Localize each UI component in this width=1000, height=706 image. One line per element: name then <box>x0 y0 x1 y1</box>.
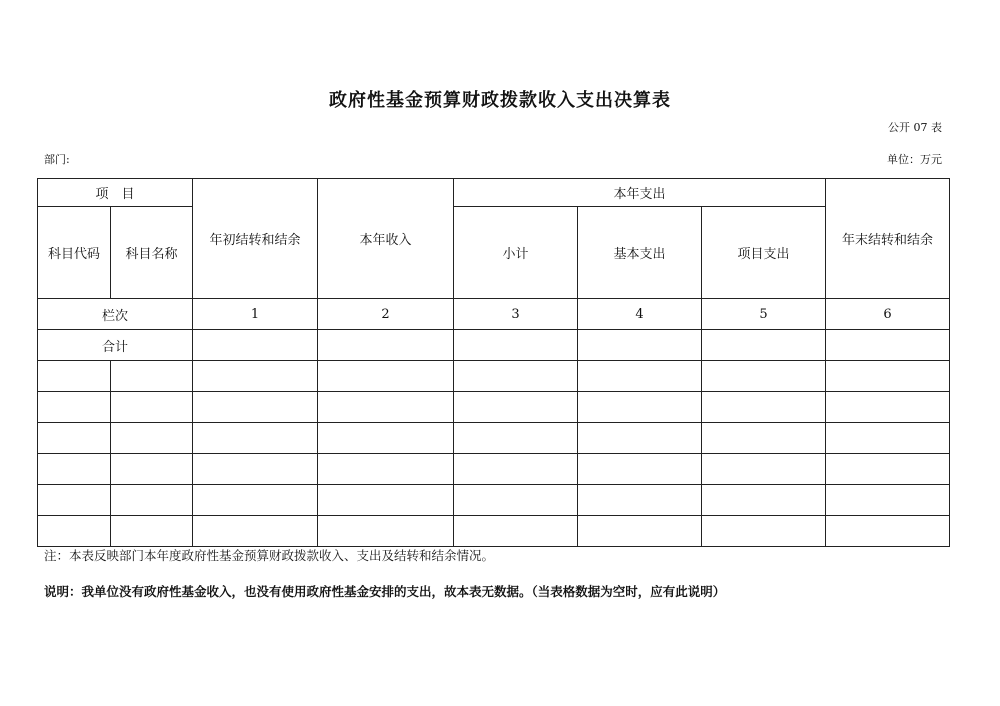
table-cell <box>578 485 702 516</box>
table-cell <box>454 516 578 547</box>
table-cell <box>38 361 111 392</box>
column-index-label: 栏次 <box>38 299 193 330</box>
page-title: 政府性基金预算财政拨款收入支出决算表 <box>329 90 671 111</box>
current-income-header: 本年收入 <box>318 179 454 299</box>
table-row <box>38 392 950 423</box>
column-index-row <box>38 299 950 330</box>
total-value-cell <box>702 330 826 361</box>
table-cell <box>318 361 454 392</box>
table-cell <box>454 392 578 423</box>
closing-balance-header: 年末结转和结余 <box>826 179 950 299</box>
column-number-2: 2 <box>318 299 454 330</box>
table-cell <box>318 392 454 423</box>
table-cell <box>111 361 193 392</box>
table-cell <box>111 516 193 547</box>
table-cell <box>454 361 578 392</box>
table-cell <box>111 423 193 454</box>
column-number-3: 3 <box>454 299 578 330</box>
table-cell <box>702 454 826 485</box>
subtotal-header: 小计 <box>454 207 578 299</box>
total-value-cell <box>318 330 454 361</box>
table-cell <box>702 361 826 392</box>
table-cell <box>193 423 318 454</box>
table-row <box>38 516 950 547</box>
table-cell <box>318 423 454 454</box>
table-cell <box>578 454 702 485</box>
table-cell <box>702 485 826 516</box>
current-expense-header: 本年支出 <box>454 179 826 207</box>
header-row-1 <box>38 179 950 207</box>
unit-label: 单位：万元 <box>887 153 942 166</box>
table-row <box>38 361 950 392</box>
total-row <box>38 330 950 361</box>
table-cell <box>578 392 702 423</box>
table-cell <box>193 392 318 423</box>
table-cell <box>826 516 950 547</box>
column-number-4: 4 <box>578 299 702 330</box>
total-value-cell <box>578 330 702 361</box>
table-cell <box>826 485 950 516</box>
table-cell <box>454 454 578 485</box>
table-row <box>38 454 950 485</box>
project-expense-header: 项目支出 <box>702 207 826 299</box>
table-cell <box>702 516 826 547</box>
table-cell <box>318 516 454 547</box>
table-cell <box>702 392 826 423</box>
no-data-statement: 说明：我单位没有政府性基金收入，也没有使用政府性基金安排的支出，故本表无数据。（当表格数据为空时，应有此说明） <box>44 584 726 599</box>
subject-name-header: 科目名称 <box>111 207 193 299</box>
total-value-cell <box>826 330 950 361</box>
item-header: 项 目 <box>38 179 193 207</box>
opening-balance-header: 年初结转和结余 <box>193 179 318 299</box>
column-number-1: 1 <box>193 299 318 330</box>
total-label: 合计 <box>38 330 193 361</box>
table-cell <box>193 516 318 547</box>
table-cell <box>111 454 193 485</box>
table-cell <box>702 423 826 454</box>
table-cell <box>454 423 578 454</box>
form-code: 公开 07 表 <box>888 121 942 134</box>
table-cell <box>578 361 702 392</box>
table-row <box>38 423 950 454</box>
table-cell <box>193 361 318 392</box>
table-cell <box>318 485 454 516</box>
column-number-5: 5 <box>702 299 826 330</box>
table-cell <box>826 454 950 485</box>
table-note: 注：本表反映部门本年度政府性基金预算财政拨款收入、支出及结转和结余情况。 <box>44 548 495 563</box>
table-cell <box>38 516 111 547</box>
header-row-2 <box>38 207 950 299</box>
subject-code-header: 科目代码 <box>38 207 111 299</box>
total-value-cell <box>454 330 578 361</box>
table-cell <box>38 454 111 485</box>
table-cell <box>193 485 318 516</box>
basic-expense-header: 基本支出 <box>578 207 702 299</box>
budget-table <box>37 178 950 547</box>
table-cell <box>193 454 318 485</box>
table-cell <box>826 392 950 423</box>
table-cell <box>826 423 950 454</box>
table-cell <box>578 516 702 547</box>
table-cell <box>454 485 578 516</box>
table-cell <box>111 392 193 423</box>
table-row <box>38 485 950 516</box>
table-cell <box>38 392 111 423</box>
total-value-cell <box>193 330 318 361</box>
table-cell <box>318 454 454 485</box>
table-cell <box>38 423 111 454</box>
table-cell <box>38 485 111 516</box>
department-label: 部门: <box>44 153 70 166</box>
table-cell <box>111 485 193 516</box>
table-cell <box>578 423 702 454</box>
table-cell <box>826 361 950 392</box>
column-number-6: 6 <box>826 299 950 330</box>
